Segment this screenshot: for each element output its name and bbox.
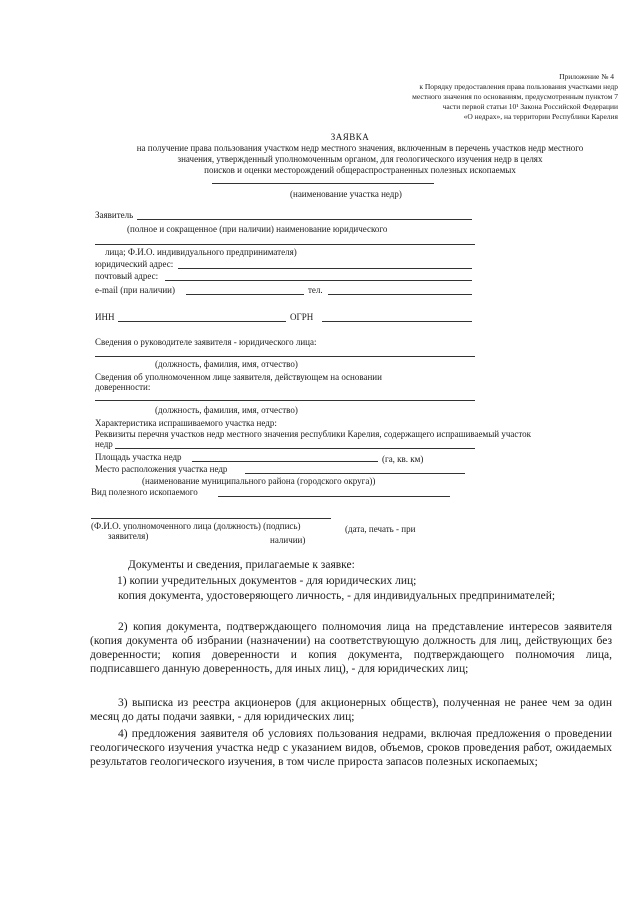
area-unit: (га, кв. км) (382, 454, 424, 464)
appendix-number: Приложение № 4 (559, 72, 614, 81)
mineral-type-label: Вид полезного ископаемого (91, 487, 198, 497)
inn-field[interactable] (118, 321, 286, 322)
proxy-caption: (должность, фамилия, имя, отчество) (155, 405, 298, 415)
area-label: Площадь участка недр (95, 452, 182, 462)
email-label: e-mail (при наличии) (95, 285, 175, 295)
ogrn-label: ОГРН (290, 312, 314, 322)
director-info-label: Сведения о руководителе заявителя - юридического лица: (95, 337, 317, 347)
applicant-caption: (полное и сокращенное (при наличии) наименование юридического (127, 224, 388, 234)
signature-caption: заявителя) (108, 531, 149, 541)
document-item: копия документа, удостоверяющего личность, - для индивидуальных предпринимателей; (118, 590, 556, 602)
email-field[interactable] (186, 294, 304, 295)
applicant-label: Заявитель (95, 210, 134, 220)
director-field[interactable] (95, 356, 475, 357)
documents-heading: Документы и сведения, прилагаемые к заявке: (128, 559, 355, 571)
legal-address-label: юридический адрес: (95, 259, 174, 269)
proxy-field[interactable] (95, 400, 475, 401)
legal-address-field[interactable] (178, 268, 472, 269)
document-item: 1) копии учредительных документов - для юридических лиц; (117, 575, 417, 587)
appendix-line: «О недрах», на территории Республики Карелия (463, 112, 618, 121)
list-details-label: недр (95, 439, 113, 449)
stamp-caption: наличии) (270, 535, 306, 545)
stamp-caption: (дата, печать - при (345, 524, 416, 534)
location-label: Место расположения участка недр (95, 464, 228, 474)
proxy-info-label: Сведения об уполномоченном лице заявителя, действующем на основании (95, 372, 382, 382)
title-line: значения, утвержденный уполномоченным органом, для геологического изучения недр в целях (177, 154, 543, 164)
inn-label: ИНН (95, 312, 115, 322)
area-field[interactable] (192, 461, 378, 462)
signature-field[interactable] (91, 518, 331, 519)
appendix-line: местного значения по основаниям, предусмотренным пунктом 7 (412, 92, 618, 101)
applicant-field-2[interactable] (95, 244, 475, 245)
title-line: поисков и оценки месторождений общераспространенных полезных ископаемых (204, 165, 516, 175)
applicant-field[interactable] (137, 219, 472, 220)
page-title: ЗАЯВКА (330, 132, 370, 142)
phone-field[interactable] (328, 294, 472, 295)
postal-address-field[interactable] (165, 280, 472, 281)
postal-address-label: почтовый адрес: (95, 271, 159, 281)
mineral-type-field[interactable] (218, 496, 450, 497)
ogrn-field[interactable] (322, 321, 472, 322)
site-name-field[interactable] (212, 183, 434, 184)
document-item: 3) выписка из реестра акционеров (для акционерных обществ), полученная не ранее чем за один месяц до даты подачи заявки, - для юридических лиц; (90, 697, 612, 723)
appendix-line: к Порядку предоставления права пользования участками недр (419, 82, 618, 91)
signature-caption: (Ф.И.О. уполномоченного лица (должность) (подпись) (91, 521, 301, 531)
location-caption: (наименование муниципального района (городского округа)) (142, 476, 376, 486)
list-details-label: Реквизиты перечня участков недр местного значения республики Карелия, содержащего испрашиваемый участок (95, 429, 532, 439)
site-name-caption: (наименование участка недр) (290, 189, 402, 199)
document-item: 2) копия документа, подтверждающего полномочия лица на представление интересов заявителя (копия документа об избрании (назначении) на соответствующую должность для лиц, действующих без доверенности; копия доверенности и копия документа, подтверждающего полномочия лица, подписавшего данную доверенность, для иных лиц), - для юридических лиц; (90, 621, 612, 675)
proxy-info-label: доверенности: (95, 382, 151, 392)
applicant-caption: лица; Ф.И.О. индивидуального предпринимателя) (105, 247, 297, 257)
director-caption: (должность, фамилия, имя, отчество) (155, 359, 298, 369)
list-details-field[interactable] (115, 448, 475, 449)
characteristic-label: Характеристика испрашиваемого участка недр: (95, 418, 277, 428)
location-field[interactable] (245, 473, 465, 474)
appendix-line: части первой статьи 10¹ Закона Российской Федерации (442, 102, 618, 111)
title-line: на получение права пользования участком недр местного значения, включенным в перечень участков недр местного (136, 143, 584, 153)
document-item: 4) предложения заявителя об условиях пользования недрами, включая предложения о проведении геологического изучения участка недр с указанием видов, объемов, сроков проведения работ, ожидаемых результатов геологического изучения, в том числе прироста запасов полезных ископаемых; (90, 728, 612, 768)
phone-label: тел. (308, 285, 323, 295)
